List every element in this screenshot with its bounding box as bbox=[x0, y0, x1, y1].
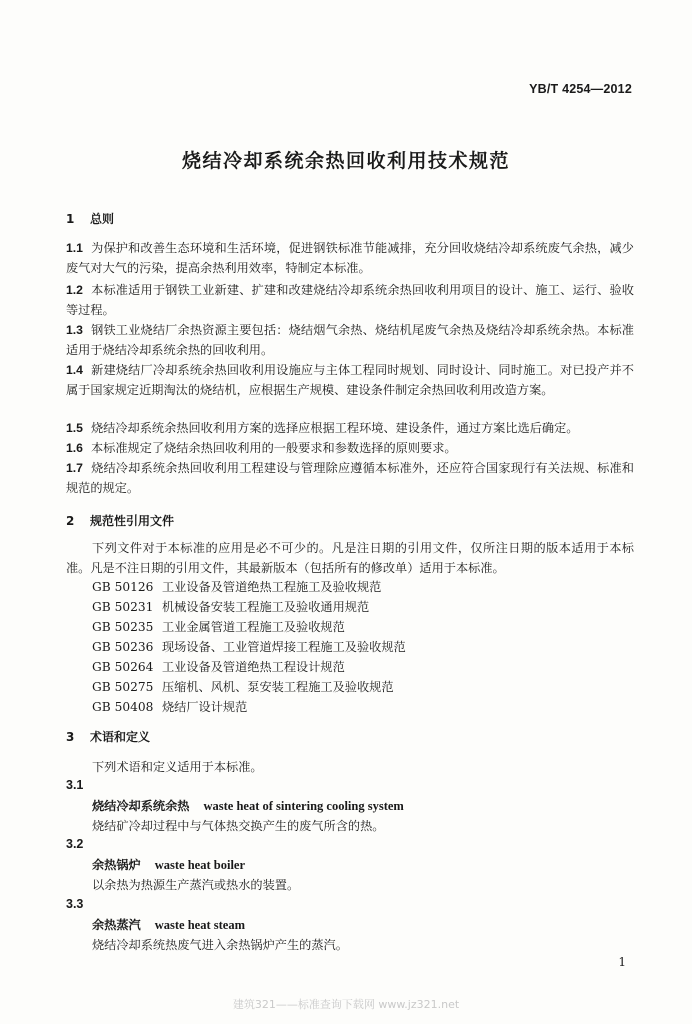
clause-text: 为保护和改善生态环境和生活环境，促进钢铁标准节能减排，充分回收烧结冷却系统废气余热，减少废气对大气的污染，提高余热利用效率，特制定本标准。 bbox=[66, 241, 634, 275]
reference-item bbox=[92, 638, 406, 655]
reference-code: GB 50231 bbox=[92, 600, 154, 614]
reference-code: GB 50275 bbox=[92, 680, 154, 694]
clause-text: 钢铁工业烧结厂余热资源主要包括：烧结烟气余热、烧结机尾废气余热及烧结冷却系统余热。本标准适用于烧结冷却系统余热的回收利用。 bbox=[66, 323, 634, 357]
term-number: 3.3 bbox=[66, 897, 84, 911]
section-heading-3 bbox=[66, 728, 150, 745]
references-intro: 下列文件对于本标准的应用是必不可少的。凡是注日期的引用文件，仅所注日期的版本适用于本标准。凡是不注日期的引用文件，其最新版本（包括所有的修改单）适用于本标准。 bbox=[66, 541, 634, 575]
term-english: waste heat of sintering cooling system bbox=[203, 799, 404, 813]
reference-code: GB 50408 bbox=[92, 700, 154, 714]
clause-text: 新建烧结厂冷却系统余热回收利用设施应与主体工程同时规划、同时设计、同时施工。对已投产并不属于国家规定近期淘汰的烧结机，应根据生产规模、建设条件制定余热回收利用改造方案。 bbox=[66, 363, 634, 397]
term-entry bbox=[92, 916, 245, 933]
term-chinese: 余热锅炉 bbox=[92, 858, 141, 872]
clause-number: 1.5 bbox=[66, 421, 83, 435]
reference-title: 工业设备及管道绝热工程施工及验收规范 bbox=[162, 580, 382, 594]
term-english: waste heat boiler bbox=[154, 858, 246, 872]
reference-code: GB 50264 bbox=[92, 660, 154, 674]
clause-1-6 bbox=[66, 438, 634, 458]
reference-item bbox=[92, 678, 394, 695]
clause-number: 1.1 bbox=[66, 241, 83, 255]
clause-1-4 bbox=[66, 360, 634, 400]
reference-item bbox=[92, 578, 381, 595]
clause-text: 烧结冷却系统余热回收利用工程建设与管理除应遵循本标准外，还应符合国家现行有关法规、标准和规范的规定。 bbox=[66, 461, 634, 495]
term-chinese: 余热蒸汽 bbox=[92, 918, 141, 932]
reference-item bbox=[92, 618, 345, 635]
term-chinese: 烧结冷却系统余热 bbox=[92, 799, 190, 813]
clause-number: 1.6 bbox=[66, 441, 83, 455]
section-number: 1 bbox=[66, 212, 75, 226]
watermark: 建筑321——标准查询下载网 www.jz321.net bbox=[232, 998, 460, 1011]
reference-item bbox=[92, 698, 247, 715]
term-entry bbox=[92, 856, 245, 873]
clause-text: 本标准规定了烧结余热回收利用的一般要求和参数选择的原则要求。 bbox=[90, 441, 457, 455]
clause-1-1 bbox=[66, 238, 634, 278]
clause-1-7 bbox=[66, 458, 634, 498]
document-title: 烧结冷却系统余热回收利用技术规范 bbox=[181, 150, 510, 172]
reference-title: 烧结厂设计规范 bbox=[162, 700, 248, 714]
clause-text: 烧结冷却系统余热回收利用方案的选择应根据工程环境、建设条件，通过方案比选后确定。 bbox=[90, 421, 579, 435]
section-heading-1 bbox=[66, 210, 114, 227]
section-number: 3 bbox=[66, 730, 75, 744]
reference-title: 现场设备、工业管道焊接工程施工及验收规范 bbox=[162, 640, 406, 654]
reference-code: GB 50235 bbox=[92, 620, 154, 634]
clause-1-3 bbox=[66, 320, 634, 360]
reference-title: 工业金属管道工程施工及验收规范 bbox=[162, 620, 345, 634]
reference-code: GB 50126 bbox=[92, 580, 154, 594]
clause-number: 1.3 bbox=[66, 323, 83, 337]
clause-number: 1.4 bbox=[66, 363, 83, 377]
clause-1-2 bbox=[66, 280, 634, 320]
section-title: 术语和定义 bbox=[90, 730, 151, 744]
clause-text: 本标准适用于钢铁工业新建、扩建和改建烧结冷却系统余热回收利用项目的设计、施工、运行、验收等过程。 bbox=[66, 283, 634, 317]
section-heading-2 bbox=[66, 512, 174, 529]
reference-item bbox=[92, 598, 369, 615]
clause-number: 1.7 bbox=[66, 461, 83, 475]
reference-title: 工业设备及管道绝热工程设计规范 bbox=[162, 660, 345, 674]
section-title: 总则 bbox=[90, 212, 115, 226]
term-entry bbox=[92, 797, 404, 814]
reference-title: 机械设备安装工程施工及验收通用规范 bbox=[162, 600, 370, 614]
term-definition: 烧结冷却系统热废气进入余热锅炉产生的蒸汽。 bbox=[92, 938, 348, 952]
term-definition: 以余热为热源生产蒸汽或热水的装置。 bbox=[92, 878, 300, 892]
section-number: 2 bbox=[66, 514, 75, 528]
clause-number: 1.2 bbox=[66, 283, 83, 297]
reference-title: 压缩机、风机、泵安装工程施工及验收规范 bbox=[162, 680, 394, 694]
term-number: 3.1 bbox=[66, 778, 84, 792]
reference-code: GB 50236 bbox=[92, 640, 154, 654]
standard-code: YB/T 4254—2012 bbox=[529, 82, 632, 96]
terms-intro: 下列术语和定义适用于本标准。 bbox=[92, 760, 263, 774]
page-number: 1 bbox=[618, 955, 626, 969]
term-number: 3.2 bbox=[66, 837, 84, 851]
section-title: 规范性引用文件 bbox=[90, 514, 175, 528]
clause-1-5 bbox=[66, 418, 634, 438]
reference-item bbox=[92, 658, 345, 675]
term-definition: 烧结矿冷却过程中与气体热交换产生的废气所含的热。 bbox=[92, 819, 385, 833]
term-english: waste heat steam bbox=[154, 918, 246, 932]
